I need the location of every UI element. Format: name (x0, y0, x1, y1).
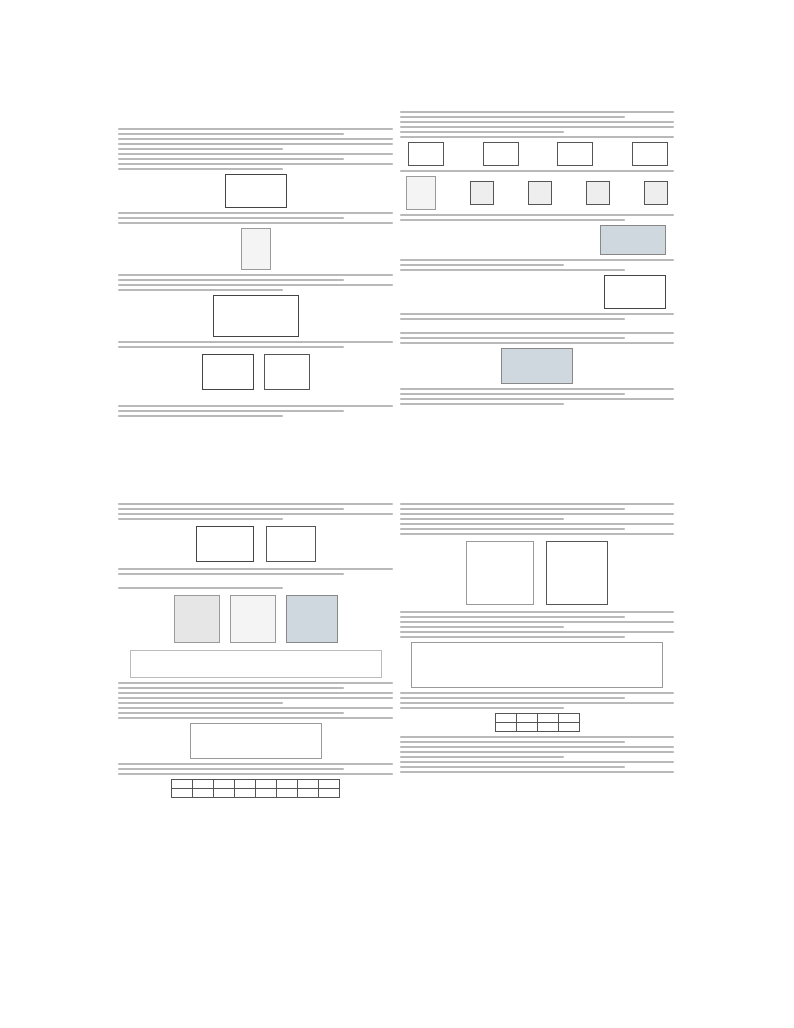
question-line (118, 568, 393, 570)
question-line (400, 393, 625, 395)
q12-option-c-picture (586, 181, 610, 205)
question-line (400, 337, 625, 339)
question-line (400, 766, 625, 768)
table-row (495, 723, 579, 732)
question-line (400, 126, 674, 128)
table-cell (193, 780, 214, 789)
q11-option-c[interactable] (555, 142, 593, 166)
q11-option-b-circuit (483, 142, 519, 166)
question-line (400, 756, 564, 758)
table-cell (277, 789, 298, 798)
q15-car-photo (501, 348, 573, 384)
table-header-cell (495, 723, 516, 732)
table-cell (193, 789, 214, 798)
q11-options (406, 142, 668, 166)
question-line (118, 697, 393, 699)
question-line (400, 170, 674, 172)
question-line (118, 143, 393, 145)
table-cell (516, 723, 537, 732)
question-line (118, 128, 393, 130)
table-cell (558, 714, 579, 723)
question-line (400, 518, 564, 520)
q14-circuit-figure (604, 275, 666, 309)
right-column-bottom (400, 500, 674, 1015)
question-line (118, 222, 393, 224)
q17-graph-figure (266, 526, 316, 562)
question-line (118, 518, 283, 520)
q7-circuit-figure (213, 295, 299, 337)
question-line (400, 611, 674, 613)
table-cell (277, 780, 298, 789)
question-line (118, 148, 283, 150)
table-cell (319, 780, 340, 789)
question-line (400, 746, 674, 748)
question-line (400, 631, 674, 633)
question-line (400, 697, 625, 699)
table-cell (235, 789, 256, 798)
exam-info (118, 111, 393, 116)
q11-option-c-circuit (557, 142, 593, 166)
table-cell (235, 780, 256, 789)
question-line (118, 768, 344, 770)
q11-option-a-circuit (408, 142, 444, 166)
question-line (118, 410, 344, 412)
question-line (118, 168, 283, 170)
q21-circuit-figures (411, 642, 663, 688)
question-line (400, 342, 674, 344)
q12-options (406, 176, 668, 210)
table-row (172, 780, 340, 789)
question-line (118, 158, 344, 160)
q18-meter-figure (174, 595, 220, 643)
q19-apparatus-figure (190, 723, 322, 759)
question-line (400, 313, 674, 315)
q18-hand-photo (286, 595, 338, 643)
question-line (400, 269, 625, 271)
q12-option-a[interactable] (468, 181, 494, 205)
question-line (400, 403, 564, 405)
question-line (400, 616, 625, 618)
question-line (400, 508, 625, 510)
question-line (400, 264, 564, 266)
table-cell (537, 723, 558, 732)
table-header-cell (172, 780, 193, 789)
question-line (400, 116, 625, 118)
question-line (118, 687, 344, 689)
q8-circuit-figure (202, 354, 254, 390)
question-line (400, 136, 674, 138)
q8-figures (118, 351, 393, 393)
table-row (495, 714, 579, 723)
question-line (400, 626, 564, 628)
q20-graph-figure (546, 541, 608, 605)
question-line (400, 761, 674, 763)
question-line (400, 503, 674, 505)
question-line (118, 153, 393, 155)
table-cell (214, 789, 235, 798)
question-line (118, 508, 344, 510)
section-heading-1 (118, 119, 393, 125)
table-cell (558, 723, 579, 732)
question-line (118, 212, 393, 214)
question-line (118, 692, 393, 694)
question-line (118, 573, 344, 575)
q21-data-table (495, 713, 580, 732)
question-line (118, 341, 393, 343)
table-cell (256, 789, 277, 798)
question-line (400, 528, 625, 530)
question-line (118, 513, 393, 515)
q20-apparatus-figure (466, 541, 534, 605)
question-line (118, 289, 283, 291)
table-header-cell (172, 789, 193, 798)
question-line (400, 741, 625, 743)
question-line (118, 773, 393, 775)
question-line (118, 587, 283, 589)
q12-option-b-picture (528, 181, 552, 205)
question-line (400, 111, 674, 113)
question-line (118, 717, 393, 719)
table-cell (298, 780, 319, 789)
question-line (400, 736, 674, 738)
q18-figures (118, 592, 393, 646)
q11-option-d-circuit (632, 142, 668, 166)
q8-graph-figure (264, 354, 310, 390)
question-line (118, 682, 393, 684)
q12-option-c[interactable] (584, 181, 610, 205)
question-line (118, 279, 344, 281)
question-line (400, 388, 674, 390)
q5-pulley-figure (241, 228, 271, 270)
q12-engine-figure (406, 176, 436, 210)
question-line (400, 219, 625, 221)
section-heading-3 (400, 323, 674, 329)
table-cell (537, 714, 558, 723)
section-heading-4 (118, 578, 393, 584)
q11-option-b[interactable] (481, 142, 519, 166)
question-line (400, 121, 674, 123)
q18-ramp-figures (130, 650, 382, 678)
table-cell (256, 780, 277, 789)
question-line (400, 523, 674, 525)
question-line (118, 763, 393, 765)
question-line (118, 274, 393, 276)
table-header-cell (495, 714, 516, 723)
q12-option-b[interactable] (526, 181, 552, 205)
left-column-bottom (118, 500, 393, 1015)
question-line (400, 771, 674, 773)
section-heading-2 (118, 396, 393, 402)
question-line (118, 346, 344, 348)
question-line (400, 702, 674, 704)
question-line (400, 636, 625, 638)
question-line (400, 259, 674, 261)
q4-circuit-figure (225, 174, 287, 208)
question-line (118, 702, 283, 704)
question-line (400, 318, 625, 320)
question-line (400, 131, 564, 133)
question-line (400, 398, 674, 400)
table-cell (298, 789, 319, 798)
q11-option-d[interactable] (630, 142, 668, 166)
question-line (118, 217, 344, 219)
question-line (118, 712, 344, 714)
question-line (400, 621, 674, 623)
question-line (400, 751, 674, 753)
q17-figures (118, 523, 393, 565)
question-line (400, 214, 674, 216)
question-line (118, 707, 393, 709)
question-line (400, 533, 674, 535)
question-line (400, 332, 674, 334)
table-cell (319, 789, 340, 798)
q17-circuit-figure (196, 526, 254, 562)
q11-option-a[interactable] (406, 142, 444, 166)
q12-option-a-picture (470, 181, 494, 205)
q13-photo (600, 225, 666, 255)
q12-option-d[interactable] (642, 181, 668, 205)
question-line (400, 707, 564, 709)
q12-option-d-picture (644, 181, 668, 205)
q18-stand-figure (230, 595, 276, 643)
table-row (172, 789, 340, 798)
question-line (400, 513, 674, 515)
question-line (118, 415, 283, 417)
question-line (118, 133, 344, 135)
question-line (118, 284, 393, 286)
question-line (400, 692, 674, 694)
table-cell (516, 714, 537, 723)
question-line (118, 138, 393, 140)
question-line (118, 163, 393, 165)
q19-data-table (171, 779, 340, 798)
question-line (118, 405, 393, 407)
question-line (118, 503, 393, 505)
q20-figures (400, 538, 674, 608)
table-cell (214, 780, 235, 789)
